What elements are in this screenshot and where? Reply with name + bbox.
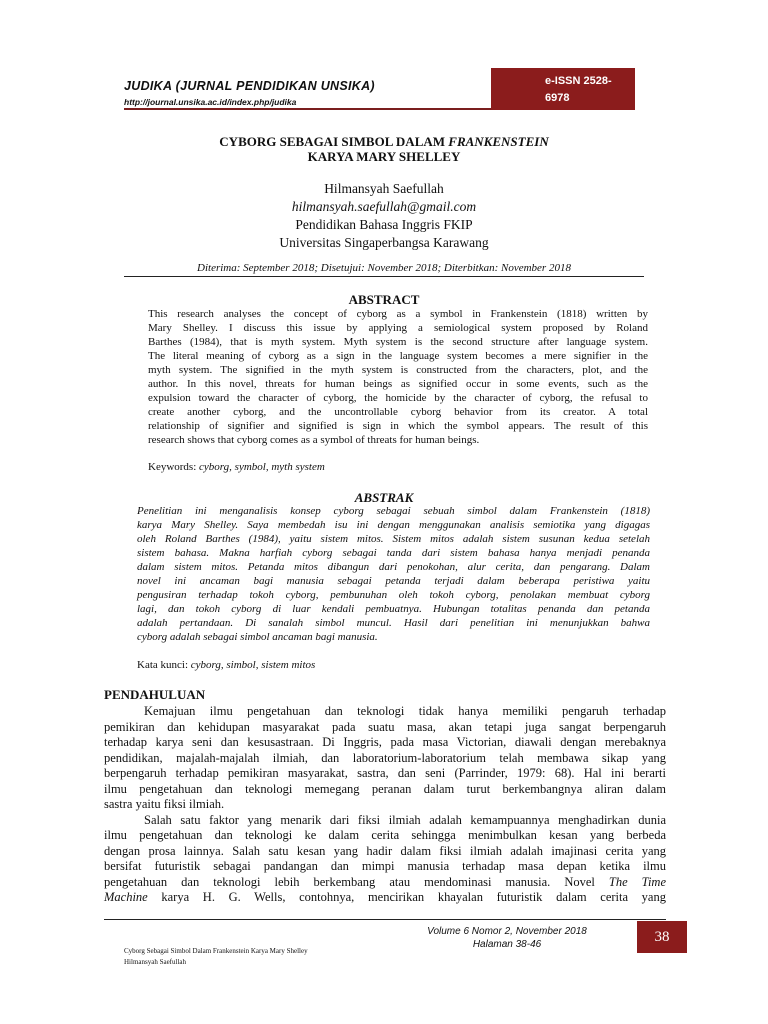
header-rule bbox=[124, 108, 491, 110]
kata-kunci-label: Kata kunci: bbox=[137, 659, 191, 671]
body-line: pemikiran dan kehidupan masyarakat pada suatu masa, akan tetapi juga sangat berpengaruh bbox=[104, 719, 666, 734]
abstract-line: research shows that cyborg comes as a symbol of threats for human beings. bbox=[148, 434, 480, 446]
abstract-line: expulsion toward the character of cyborg, the homicide by the character of cyborg, the refusal to bbox=[148, 392, 648, 404]
abstract-line: The literal meaning of cyborg as a sign in the language system becomes a mere signifier in the bbox=[148, 350, 648, 362]
body-line: terhadap karya seni dan kesusastraan. Di Inggris, pada masa Victorian, diawali dengan merebaknya bbox=[104, 735, 666, 749]
running-footer bbox=[124, 946, 308, 968]
novel-title-italic: The Time bbox=[608, 874, 666, 889]
abstract-line: This research analyses the concept of cyborg as a symbol in Frankenstein (1818) written by bbox=[148, 308, 648, 320]
body-line: Salah satu faktor yang menarik dari fiksi ilmiah adalah kemampuannya menghadirkan dunia bbox=[144, 812, 666, 827]
e-issn: e-ISSN 2528-6978 bbox=[545, 75, 612, 104]
journal-title: JUDIKA (JURNAL PENDIDIKAN UNSIKA) bbox=[124, 79, 375, 93]
abstrak-line: novel ini ancaman bagi manusia sebagai petanda terjadi dalam beberapa peristiwa yaitu bbox=[137, 575, 650, 587]
p-issn: p-ISSN 2338-2996 bbox=[545, 109, 613, 138]
author-name: Hilmansyah Saefullah bbox=[324, 181, 444, 196]
abstract-line: author. In this novel, threats for human beings as signified occur in some events, such as the bbox=[148, 378, 648, 390]
body-line: Kemajuan ilmu pengetahuan dan teknologi tidak hanya memiliki pengaruh terhadap bbox=[144, 704, 666, 718]
abstrak-line: lagi, dan tokoh cyborg di luar kendali pembuatnya. Hubungan totalitas penanda dan petanda bbox=[137, 603, 650, 615]
keywords-values: cyborg, symbol, myth system bbox=[199, 461, 325, 473]
novel-title-italic: Machine bbox=[104, 890, 148, 904]
pendahuluan-heading: PENDAHULUAN bbox=[104, 687, 206, 702]
author-email[interactable]: hilmansyah.saefullah@gmail.com bbox=[291, 199, 477, 214]
issn-box bbox=[491, 68, 635, 138]
body-line: sastra yaitu fiksi ilmiah. bbox=[104, 797, 225, 811]
abstrak-line: sistem bahasa. Makna harfiah cyborg sebagai tanda dari sistem bahasa hanya menjadi penanda bbox=[137, 547, 650, 559]
kata-kunci bbox=[137, 659, 315, 671]
author-block bbox=[0, 180, 768, 252]
paper-title bbox=[0, 134, 768, 164]
running-title: Cyborg Sebagai Simbol Dalam Frankenstein Karya Mary Shelley bbox=[124, 947, 308, 955]
divider bbox=[124, 276, 644, 277]
keywords bbox=[148, 461, 325, 473]
abstrak-line: cyborg adalah sebagai simbol ancaman bagi manusia. bbox=[137, 631, 378, 643]
page-number: 38 bbox=[637, 921, 687, 953]
body-line: dengan prosa lainnya. Salah satu kesan yang hadir dalam fiksi ilmiah adalah imajinasi cerita yang bbox=[104, 843, 666, 858]
body-line: Machine karya H. G. Wells, contohnya, mencirikan khayalan futuristik dalam cerita yang bbox=[104, 890, 666, 904]
abstract-line: create another cyborg, and the uncontrollable cyborg behavior from its creator. A total bbox=[148, 406, 648, 418]
kata-kunci-values: cyborg, simbol, sistem mitos bbox=[190, 659, 316, 671]
abstrak-line: dalam sistem mitos. Petanda mitos dibangun dari penokohan, alur cerita, dan pengarang. Dalam bbox=[137, 561, 650, 573]
volume-text: Volume 6 Nomor 2, November 2018 bbox=[427, 926, 587, 937]
body-line: berpengaruh terhadap pemikiran masyarakat, sastra, dan seni (Parrinder, 1979: 68). Hal ini berarti bbox=[104, 766, 666, 780]
abstract-line: relationship of signifier and signified is sign in which the symbol appears. The result of this bbox=[148, 420, 648, 432]
body-text bbox=[104, 704, 666, 906]
abstract-line: Mary Shelley. I discuss this issue by applying a semiological system proposed by Roland bbox=[148, 322, 648, 334]
author-univ: Universitas Singaperbangsa Karawang bbox=[279, 235, 489, 250]
abstrak-body bbox=[137, 504, 650, 644]
body-line: bersifat futuristik sebagai pandangan dan mimpi manusia terhadap masa depan ketika ilmu bbox=[104, 859, 666, 873]
footer-rule bbox=[104, 919, 666, 920]
author-dept: Pendidikan Bahasa Inggris FKIP bbox=[295, 217, 473, 232]
abstract-line: Barthes (1984), that is myth system. Myth system is the second structure after language system. bbox=[148, 336, 648, 348]
body-line: pengetahuan dan teknologi lebih berkembang atau mendominasi manusia. Novel The Time bbox=[104, 874, 666, 889]
body-line: pendidikan, majalah-majalah ilmiah, dan laboratorium-laboratorium telah membawa sikap yang bbox=[104, 750, 666, 765]
received-dates: Diterima: September 2018; Disetujui: November 2018; Diterbitkan: November 2018 bbox=[197, 262, 571, 274]
abstrak-heading: ABSTRAK bbox=[354, 490, 414, 505]
abstract-line: myth system. The signified in the myth system is constructed from the characters, plot, and the bbox=[148, 364, 648, 376]
title-prefix: CYBORG SEBAGAI SIMBOL DALAM bbox=[219, 134, 449, 149]
keywords-label: Keywords: bbox=[148, 461, 200, 473]
abstrak-line: oleh Roland Barthes (1984), yaitu sistem mitos. Sistem mitos adalah sistem susunan kedua setelah bbox=[137, 533, 650, 545]
title-line2: KARYA MARY SHELLEY bbox=[307, 149, 461, 164]
volume-info bbox=[384, 925, 630, 951]
abstrak-line: adalah pertandaan. Di sanalah simbol muncul. Hasil dari penelitian ini menunjukkan bahwa bbox=[137, 617, 650, 629]
abstract-body bbox=[148, 307, 648, 447]
body-line: ilmu pengetahuan dan teknologi memegang peranan dalam turut berkembangnya aliran dalam bbox=[104, 781, 666, 796]
body-line: ilmu pengetahuan dan teknologi ke dalam cerita sehingga menimbulkan kesan yang berbeda bbox=[104, 828, 666, 842]
pages-text: Halaman 38-46 bbox=[472, 939, 542, 950]
running-author: Hilmansyah Saefullah bbox=[124, 958, 187, 966]
title-italic: FRANKENSTEIN bbox=[448, 134, 549, 149]
abstrak-line: pengusiran terhadap tokoh cyborg, pembunuhan oleh tokoh cyborg, penolakan membuat cyborg bbox=[137, 589, 650, 601]
abstrak-line: karya Mary Shelley. Saya membedah isu ini dengan menggunakan analisis semiotika yang digagas bbox=[137, 519, 650, 531]
abstrak-line: Penelitian ini menganalisis konsep cyborg sebagai sebuah simbol dalam Frankenstein (1818) bbox=[137, 505, 650, 517]
journal-url[interactable]: http://journal.unsika.ac.id/index.php/judika bbox=[124, 97, 297, 107]
abstract-heading: ABSTRACT bbox=[348, 292, 420, 307]
